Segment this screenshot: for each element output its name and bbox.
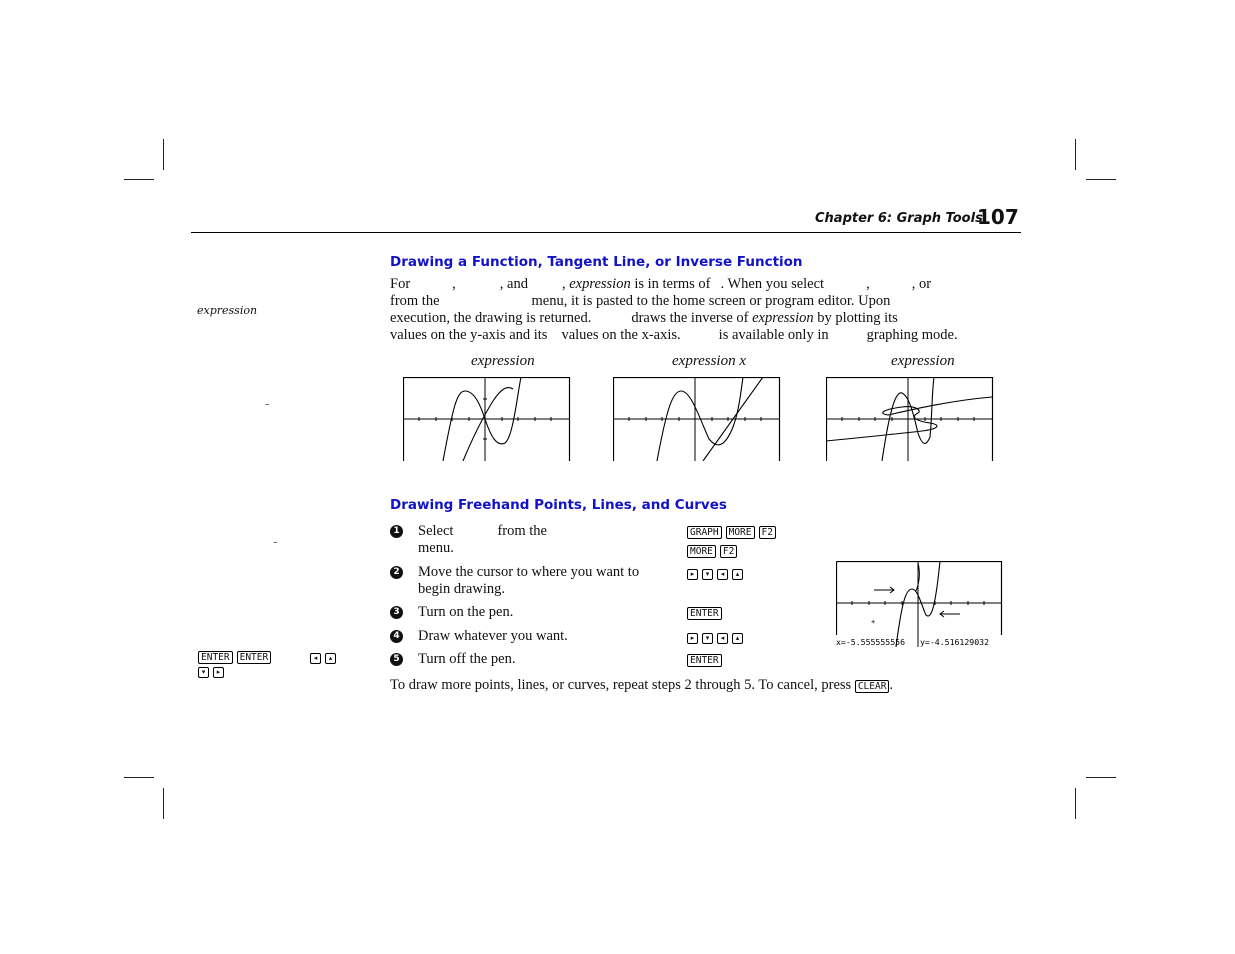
right-arrow-key: ▸: [687, 569, 698, 580]
step-number: 5: [390, 653, 403, 666]
section-title-function: Drawing a Function, Tangent Line, or Inverse Function: [390, 254, 803, 270]
header-rule: [191, 232, 1021, 233]
crop-mark: [163, 788, 164, 819]
step-number: 3: [390, 606, 403, 619]
up-arrow-key: ▴: [732, 569, 743, 580]
step-number: 2: [390, 566, 403, 579]
graph-inverse-function: [826, 377, 994, 461]
right-arrow-key: ▸: [687, 633, 698, 644]
paragraph-line: from the menu, it is pasted to the home screen or program editor. Upon: [390, 293, 891, 309]
f2-key: F2: [720, 545, 737, 558]
graph-function: [403, 377, 571, 461]
right-arrow-key: ▸: [213, 667, 224, 678]
x-readout: x=-5.555555556: [836, 637, 906, 647]
down-arrow-key: ▾: [702, 569, 713, 580]
more-key: MORE: [687, 545, 716, 558]
graph-freehand-screen: [836, 561, 1004, 647]
down-arrow-key: ▾: [702, 633, 713, 644]
sidebar-arrows-top: [310, 645, 340, 664]
paragraph-line: execution, the drawing is returned. draws the inverse of expression by plotting its: [390, 310, 898, 326]
crop-mark: [1086, 777, 1116, 778]
crop-mark: [124, 179, 154, 180]
chapter-title: Chapter 6: Graph Tools: [815, 211, 983, 226]
sidebar-arrows-bottom: [198, 659, 228, 678]
enter-key: ENTER: [687, 607, 722, 620]
left-arrow-key: ◂: [310, 653, 321, 664]
left-arrow-key: ◂: [717, 569, 728, 580]
paragraph-line: For , , and , expression is in terms of . When you select , , or: [390, 276, 932, 292]
sidebar-dash: –: [273, 538, 278, 548]
left-arrow-key: ◂: [717, 633, 728, 644]
crop-mark: [124, 777, 154, 778]
up-arrow-key: ▴: [325, 653, 336, 664]
crop-mark: [1086, 179, 1116, 180]
svg-text:+: +: [871, 618, 876, 626]
f2-key: F2: [759, 526, 776, 539]
sidebar-dash: –: [265, 400, 270, 410]
more-key: MORE: [726, 526, 755, 539]
clear-key: CLEAR: [855, 680, 890, 693]
section-title-freehand: Drawing Freehand Points, Lines, and Curves: [390, 497, 727, 513]
enter-key: ENTER: [198, 651, 233, 664]
graph-key: GRAPH: [687, 526, 722, 539]
figure-caption: expression: [891, 353, 955, 369]
crop-mark: [1075, 788, 1076, 819]
paragraph-line: values on the y-axis and its values on the x-axis. is available only in graphing mode.: [390, 327, 958, 343]
figure-caption: expression x: [672, 353, 747, 369]
figure-caption: expression: [471, 353, 535, 369]
crop-mark: [1075, 139, 1076, 170]
crop-mark: [163, 139, 164, 170]
closing-paragraph: To draw more points, lines, or curves, repeat steps 2 through 5. To cancel, press CLEAR .: [390, 677, 894, 693]
page-number: 107: [977, 205, 1019, 229]
enter-key: ENTER: [237, 651, 272, 664]
step-number: 4: [390, 630, 403, 643]
down-arrow-key: ▾: [198, 667, 209, 678]
enter-key: ENTER: [687, 654, 722, 667]
step-number: 1: [390, 525, 403, 538]
y-readout: y=-4.516129032: [920, 637, 990, 647]
sidebar-expression: expression: [197, 304, 258, 317]
graph-tangent-line: [613, 377, 781, 461]
up-arrow-key: ▴: [732, 633, 743, 644]
